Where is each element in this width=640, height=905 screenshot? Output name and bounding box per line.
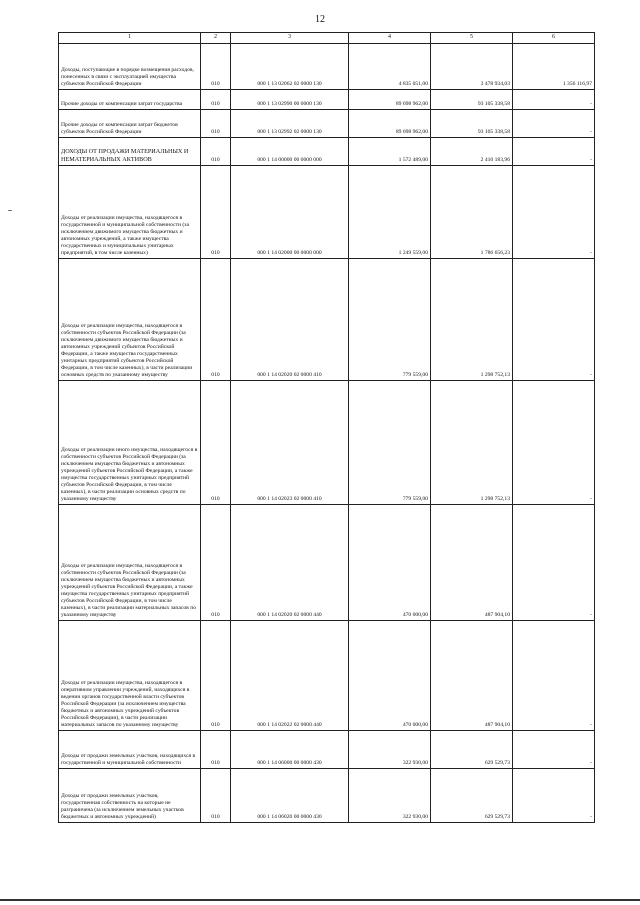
header-cell-1: 1 [59,33,201,44]
row-name: Доходы, поступающие в порядке возмещения расходов, понесенных в связи с эксплуатацией имущества субъектов Российской Федерации [59,43,201,89]
row-executed-amount: 629 529,73 [431,730,513,768]
row-code: 010 [201,89,231,109]
row-kbk-code: 000 1 14 06000 00 0000 430 [231,730,349,768]
row-name: Прочие доходы от компенсации затрат государства [59,89,201,109]
table-row [59,89,595,109]
header-cell-2: 2 [201,33,231,44]
header-cell-5: 5 [431,33,513,44]
row-approved-amount: 470 000,00 [349,620,431,730]
row-code: 010 [201,768,231,822]
row-unexecuted-amount: - [513,109,595,137]
row-name: Доходы от реализации иного имущества, находящегося в собственности субъектов Российской Федерации (за исключением имущества бюджетных и автономных учреждений субъектов Российской Федерации, а также имущества государственных унитарных предприятий субъектов Российской Федерации, в том числе казенных), в части реализации основных средств по указанному имуществу [59,380,201,504]
row-approved-amount: 322 930,00 [349,730,431,768]
row-name: Доходы от реализации имущества, находящегося в оперативном управлении учреждений, находящихся в ведении органов государственной власти субъектов Российской Федерации (за исключением имущества бюджетных и автономных учреждений субъектов Российской Федерации), в части реализации материальных запасов по указанному имуществу [59,620,201,730]
row-code: 010 [201,730,231,768]
page-number: 12 [315,14,325,25]
row-kbk-code: 000 1 14 00000 00 0000 000 [231,137,349,165]
header-cell-4: 4 [349,33,431,44]
row-unexecuted-amount: - [513,258,595,380]
row-executed-amount: 629 529,73 [431,768,513,822]
row-unexecuted-amount: - [513,504,595,620]
margin-mark [8,210,12,211]
row-name: Доходы от реализации имущества, находящегося в собственности субъектов Российской Федерации (за исключением имущества бюджетных и автономных учреждений субъектов Российской Федерации, а также имущества государственных унитарных предприятий субъектов Российской Федерации, в том числе казенных), в части реализации материальных запасов по указанному имуществу [59,504,201,620]
row-executed-amount: 1 298 752,13 [431,258,513,380]
row-executed-amount: 93 105 338,58 [431,89,513,109]
table-row [59,109,595,137]
row-unexecuted-amount: - [513,89,595,109]
row-approved-amount: 4 835 051,00 [349,43,431,89]
row-unexecuted-amount: - [513,380,595,504]
row-approved-amount: 89 698 962,00 [349,109,431,137]
row-code: 010 [201,165,231,258]
row-code: 010 [201,43,231,89]
table-row [59,137,595,165]
row-kbk-code: 000 1 13 02062 02 0000 130 [231,43,349,89]
row-kbk-code: 000 1 13 02992 02 0000 130 [231,109,349,137]
row-approved-amount: 779 559,00 [349,380,431,504]
table-row [59,730,595,768]
row-approved-amount: 1 249 559,00 [349,165,431,258]
row-code: 010 [201,380,231,504]
row-code: 010 [201,620,231,730]
row-approved-amount: 470 000,00 [349,504,431,620]
row-kbk-code: 000 1 14 02020 02 0000 410 [231,258,349,380]
row-executed-amount: 2 410 183,96 [431,137,513,165]
row-approved-amount: 779 559,00 [349,258,431,380]
row-unexecuted-amount: - [513,137,595,165]
table-row [59,165,595,258]
header-cell-3: 3 [231,33,349,44]
row-kbk-code: 000 1 14 02022 02 0000 440 [231,620,349,730]
table-body [59,43,595,822]
row-kbk-code: 000 1 14 02023 02 0000 410 [231,380,349,504]
budget-table [58,32,595,823]
row-executed-amount: 1 786 656,23 [431,165,513,258]
row-approved-amount: 1 572 489,00 [349,137,431,165]
table-row [59,43,595,89]
bottom-border [0,899,640,901]
row-executed-amount: 487 904,10 [431,504,513,620]
row-executed-amount: 93 105 338,58 [431,109,513,137]
row-name: Доходы от продажи земельных участков, находящихся в государственной и муниципальной собственности [59,730,201,768]
row-name: Доходы от реализации имущества, находящегося в государственной и муниципальной собственности (за исключением движимого имущества бюджетных и автономных учреждений, а также имущества государственных и муниципальных унитарных предприятий, в том числе казенных) [59,165,201,258]
table-row [59,768,595,822]
header-row [59,33,595,44]
row-kbk-code: 000 1 14 02000 00 0000 000 [231,165,349,258]
row-kbk-code: 000 1 14 02020 02 0000 440 [231,504,349,620]
row-name: Доходы от реализации имущества, находящегося в собственности субъектов Российской Федерации (за исключением движимого имущества бюджетных и автономных учреждений субъектов Российской Федерации, а также имущества государственных унитарных предприятий субъектов Российской Федерации, в том числе казенных), в части реализации основных средств по указанному имуществу [59,258,201,380]
table-row [59,620,595,730]
table-row [59,380,595,504]
row-executed-amount: 3 478 934,03 [431,43,513,89]
row-kbk-code: 000 1 14 06020 00 0000 430 [231,768,349,822]
row-code: 010 [201,504,231,620]
row-code: 010 [201,109,231,137]
row-unexecuted-amount: 1 356 116,97 [513,43,595,89]
row-executed-amount: 1 298 752,13 [431,380,513,504]
row-approved-amount: 322 930,00 [349,768,431,822]
row-code: 010 [201,137,231,165]
row-name: Доходы от продажи земельных участков, государственная собственность на которые не разграничена (за исключением земельных участков бюджетных и автономных учреждений) [59,768,201,822]
row-name: Прочие доходы от компенсации затрат бюджетов субъектов Российской Федерации [59,109,201,137]
table-row [59,504,595,620]
table-row [59,258,595,380]
row-unexecuted-amount: - [513,165,595,258]
row-approved-amount: 89 698 962,00 [349,89,431,109]
row-unexecuted-amount: - [513,768,595,822]
header-cell-6: 6 [513,33,595,44]
row-kbk-code: 000 1 13 02990 00 0000 130 [231,89,349,109]
row-unexecuted-amount: - [513,730,595,768]
row-executed-amount: 487 904,10 [431,620,513,730]
row-code: 010 [201,258,231,380]
row-name: ДОХОДЫ ОТ ПРОДАЖИ МАТЕРИАЛЬНЫХ И НЕМАТЕРИАЛЬНЫХ АКТИВОВ [59,137,201,165]
row-unexecuted-amount: - [513,620,595,730]
